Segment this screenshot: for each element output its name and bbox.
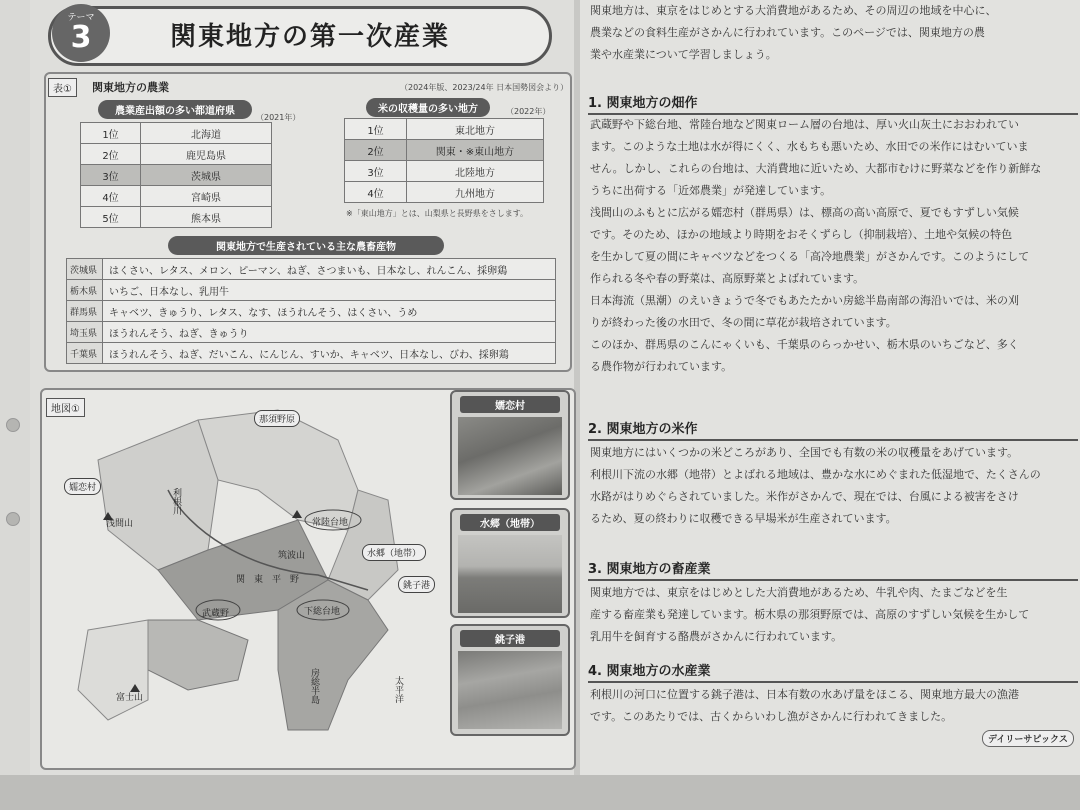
- body-line: 作られる冬や春の野菜は、高原野菜とよばれています。: [590, 272, 865, 285]
- table-row: [345, 161, 544, 182]
- name-cell: 鹿児島県: [141, 144, 272, 165]
- rank-cell: 4位: [81, 186, 141, 207]
- label-shimousa: 下総台地: [304, 607, 341, 617]
- right-table-year: （2022年）: [506, 107, 551, 116]
- table-row: [67, 301, 556, 322]
- section-title: 1. 関東地方の畑作: [588, 92, 1078, 115]
- items-cell: いちご、日本なし、乳用牛: [103, 280, 556, 301]
- table-heading: 関東地方の農業: [92, 81, 169, 94]
- items-cell: はくさい、レタス、メロン、ピーマン、ねぎ、さつまいも、日本なし、れんこん、採卵鶏: [103, 259, 556, 280]
- right-table-note: ※「東山地方」とは、山梨県と長野県をさします。: [346, 209, 529, 218]
- intro-line: 業や水産業について学習しましょう。: [590, 48, 777, 61]
- label-choshi: 銚子港: [398, 576, 435, 593]
- theme-label: テーマ: [67, 13, 95, 23]
- binder-hole: [6, 418, 20, 432]
- left-table-title: 農業産出額の多い都道府県: [98, 100, 252, 119]
- tochigi-region: [198, 410, 358, 530]
- photo-card-tsumagoi: [450, 390, 570, 500]
- label-tone: 利根川: [171, 488, 181, 515]
- binder-hole: [6, 512, 20, 526]
- yamanashi-region: [78, 620, 148, 720]
- body-line: 日本海流（黒潮）のえいきょうで冬でもあたたかい房総半島南部の海沿いでは、米の刈: [590, 294, 1019, 307]
- table-tag: 表①: [48, 78, 77, 97]
- section-body: [590, 442, 1080, 530]
- section-title: 2. 関東地方の米作: [588, 418, 1078, 441]
- tokyo-kanagawa-region: [148, 620, 248, 690]
- crops-title: 関東地方で生産されている主な農畜産物: [168, 236, 444, 255]
- name-cell: 宮崎県: [141, 186, 272, 207]
- label-tsumagoi: 嬬恋村: [64, 478, 101, 495]
- rank-cell: 2位: [81, 144, 141, 165]
- table-row: [81, 165, 272, 186]
- pref-cell: 群馬県: [67, 301, 103, 322]
- body-line: る農作物が行われています。: [590, 360, 733, 373]
- label-hitachi: 常陸台地: [312, 518, 349, 528]
- rank-cell: 3位: [345, 161, 407, 182]
- body-line: 関東地方では、東京をはじめとした大消費地があるため、牛乳や肉、たまごなどを生: [590, 586, 1008, 599]
- label-pacific: 太平洋: [393, 676, 403, 703]
- name-cell: 熊本県: [141, 207, 272, 228]
- left-table-year: （2021年）: [256, 113, 301, 122]
- table-source: （2024年版、2023/24年 日本国勢図会より）: [400, 83, 569, 92]
- label-musashino: 武蔵野: [202, 609, 230, 619]
- body-line: このほか、群馬県のこんにゃくいも、千葉県のらっかせい、栃木県のいちごなど、多く: [590, 338, 1019, 351]
- pref-cell: 栃木県: [67, 280, 103, 301]
- name-cell: 関東・※東山地方: [407, 140, 544, 161]
- pref-cell: 茨城県: [67, 259, 103, 280]
- table-row: [81, 144, 272, 165]
- pref-cell: 千葉県: [67, 343, 103, 364]
- rank-cell: 5位: [81, 207, 141, 228]
- photo-card-choshi: [450, 624, 570, 736]
- section-title: 3. 関東地方の畜産業: [588, 558, 1078, 581]
- table-row: [345, 119, 544, 140]
- body-line: せん。しかし、これらの台地は、大消費地に近いため、大都市むけに野菜などを作り新鮮な: [590, 162, 1042, 175]
- rank-cell: 4位: [345, 182, 407, 203]
- publisher-badge: デイリーサピックス: [982, 730, 1074, 747]
- bottom-edge: [0, 775, 1080, 810]
- photo-title: 銚子港: [460, 630, 560, 647]
- pref-cell: 埼玉県: [67, 322, 103, 343]
- table-row: [345, 182, 544, 203]
- theme-badge: [52, 4, 110, 62]
- photo-title: 嬬恋村: [460, 396, 560, 413]
- body-line: です。このあたりでは、古くからいわし漁がさかんに行われてきました。: [590, 710, 953, 723]
- right-table-title: 米の収穫量の多い地方: [366, 98, 490, 117]
- body-line: りが終わった後の水田で、冬の間に草花が栽培されています。: [590, 316, 897, 329]
- rice-ranking-table: [344, 118, 544, 203]
- chiba-region: [278, 580, 388, 730]
- intro-line: 農業などの食料生産がさかんに行われています。このページでは、関東地方の農: [590, 26, 985, 39]
- name-cell: 九州地方: [407, 182, 544, 203]
- items-cell: ほうれんそう、ねぎ、きゅうり: [103, 322, 556, 343]
- body-line: 武蔵野や下総台地、常陸台地など関東ローム層の台地は、厚い火山灰土におおわれてい: [590, 118, 1019, 131]
- table-row: [81, 207, 272, 228]
- section-body: [590, 582, 1080, 648]
- body-line: うちに出荷する「近郊農業」が発達しています。: [590, 184, 832, 197]
- map-regions: [78, 410, 398, 730]
- body-line: 産する畜産業も発達しています。栃木県の那須野原では、高原のすずしい気候を生かして: [590, 608, 1030, 621]
- body-line: です。そのため、ほかの地域より時期をおそくずらし（抑制栽培）、土地や気候の特色: [590, 228, 1013, 241]
- name-cell: 北陸地方: [407, 161, 544, 182]
- label-tsukuba: 筑波山: [278, 551, 306, 561]
- rank-cell: 3位: [81, 165, 141, 186]
- cabbage-field-photo: [458, 417, 562, 495]
- items-cell: キャベツ、きゅうり、レタス、なす、ほうれんそう、はくさい、うめ: [103, 301, 556, 322]
- table-row: [67, 259, 556, 280]
- intro-line: 関東地方は、東京をはじめとする大消費地があるため、その周辺の地域を中心に、: [590, 4, 997, 17]
- label-kanto-plain: 関 東 平 野: [236, 575, 300, 585]
- body-line: 利根川下流の水郷（地帯）とよばれる地域は、豊かな水にめぐまれた低湿地で、たくさんの: [590, 468, 1041, 481]
- page-title: 関東地方の第一次産業: [170, 22, 451, 52]
- gunma-region: [98, 420, 218, 570]
- label-asama: 浅間山: [106, 519, 134, 529]
- table-row: [67, 322, 556, 343]
- items-cell: ほうれんそう、ねぎ、だいこん、にんじん、すいか、キャベツ、日本なし、びわ、採卵鶏: [103, 343, 556, 364]
- section-body: [590, 684, 1080, 728]
- table-row: [345, 140, 544, 161]
- label-boso: 房総半島: [309, 668, 319, 704]
- name-cell: 茨城県: [141, 165, 272, 186]
- prefecture-ranking-table: [80, 122, 272, 228]
- photo-title: 水郷（地帯）: [460, 514, 560, 531]
- label-fuji: 富士山: [116, 693, 144, 703]
- body-line: るため、夏の終わりに収穫できる早場米が生産されています。: [590, 512, 897, 525]
- body-line: を生かして夏の間にキャベツなどをつくる「高冷地農業」がさかんです。このようにして: [590, 250, 1030, 263]
- table-row: [67, 343, 556, 364]
- label-nasu: 那須野原: [254, 410, 300, 427]
- section-body: [590, 114, 1080, 378]
- fishing-port-photo: [458, 651, 562, 729]
- body-line: 利根川の河口に位置する銚子港は、日本有数の水あげ量をほこる、関東地方最大の漁港: [590, 688, 1019, 701]
- name-cell: 東北地方: [407, 119, 544, 140]
- body-line: 浅間山のふもとに広がる嬬恋村（群馬県）は、標高の高い高原で、夏でもすずしい気候: [590, 206, 1019, 219]
- body-line: ます。このような土地は水が得にくく、水もちも悪いため、水田での米作にはむいていま: [590, 140, 1029, 153]
- label-suigo: 水郷（地帯）: [362, 544, 426, 561]
- photo-card-suigo: [450, 508, 570, 618]
- intro-text: [590, 0, 1070, 66]
- body-line: 乳用牛を飼育する酪農がさかんに行われています。: [590, 630, 843, 643]
- map-tag: 地図①: [46, 398, 85, 417]
- theme-number: 3: [70, 20, 92, 55]
- rank-cell: 2位: [345, 140, 407, 161]
- name-cell: 北海道: [141, 123, 272, 144]
- body-line: 関東地方にはいくつかの米どころがあり、全国でも有数の米の収穫量をあげています。: [590, 446, 1019, 459]
- table-row: [81, 186, 272, 207]
- section-title: 4. 関東地方の水産業: [588, 660, 1078, 683]
- table-row: [81, 123, 272, 144]
- body-line: 水路がはりめぐらされていました。米作がさかんで、現在では、台風による被害をさけ: [590, 490, 1019, 503]
- crops-table: [66, 258, 556, 364]
- rank-cell: 1位: [345, 119, 407, 140]
- paddy-field-photo: [458, 535, 562, 613]
- table-row: [67, 280, 556, 301]
- rank-cell: 1位: [81, 123, 141, 144]
